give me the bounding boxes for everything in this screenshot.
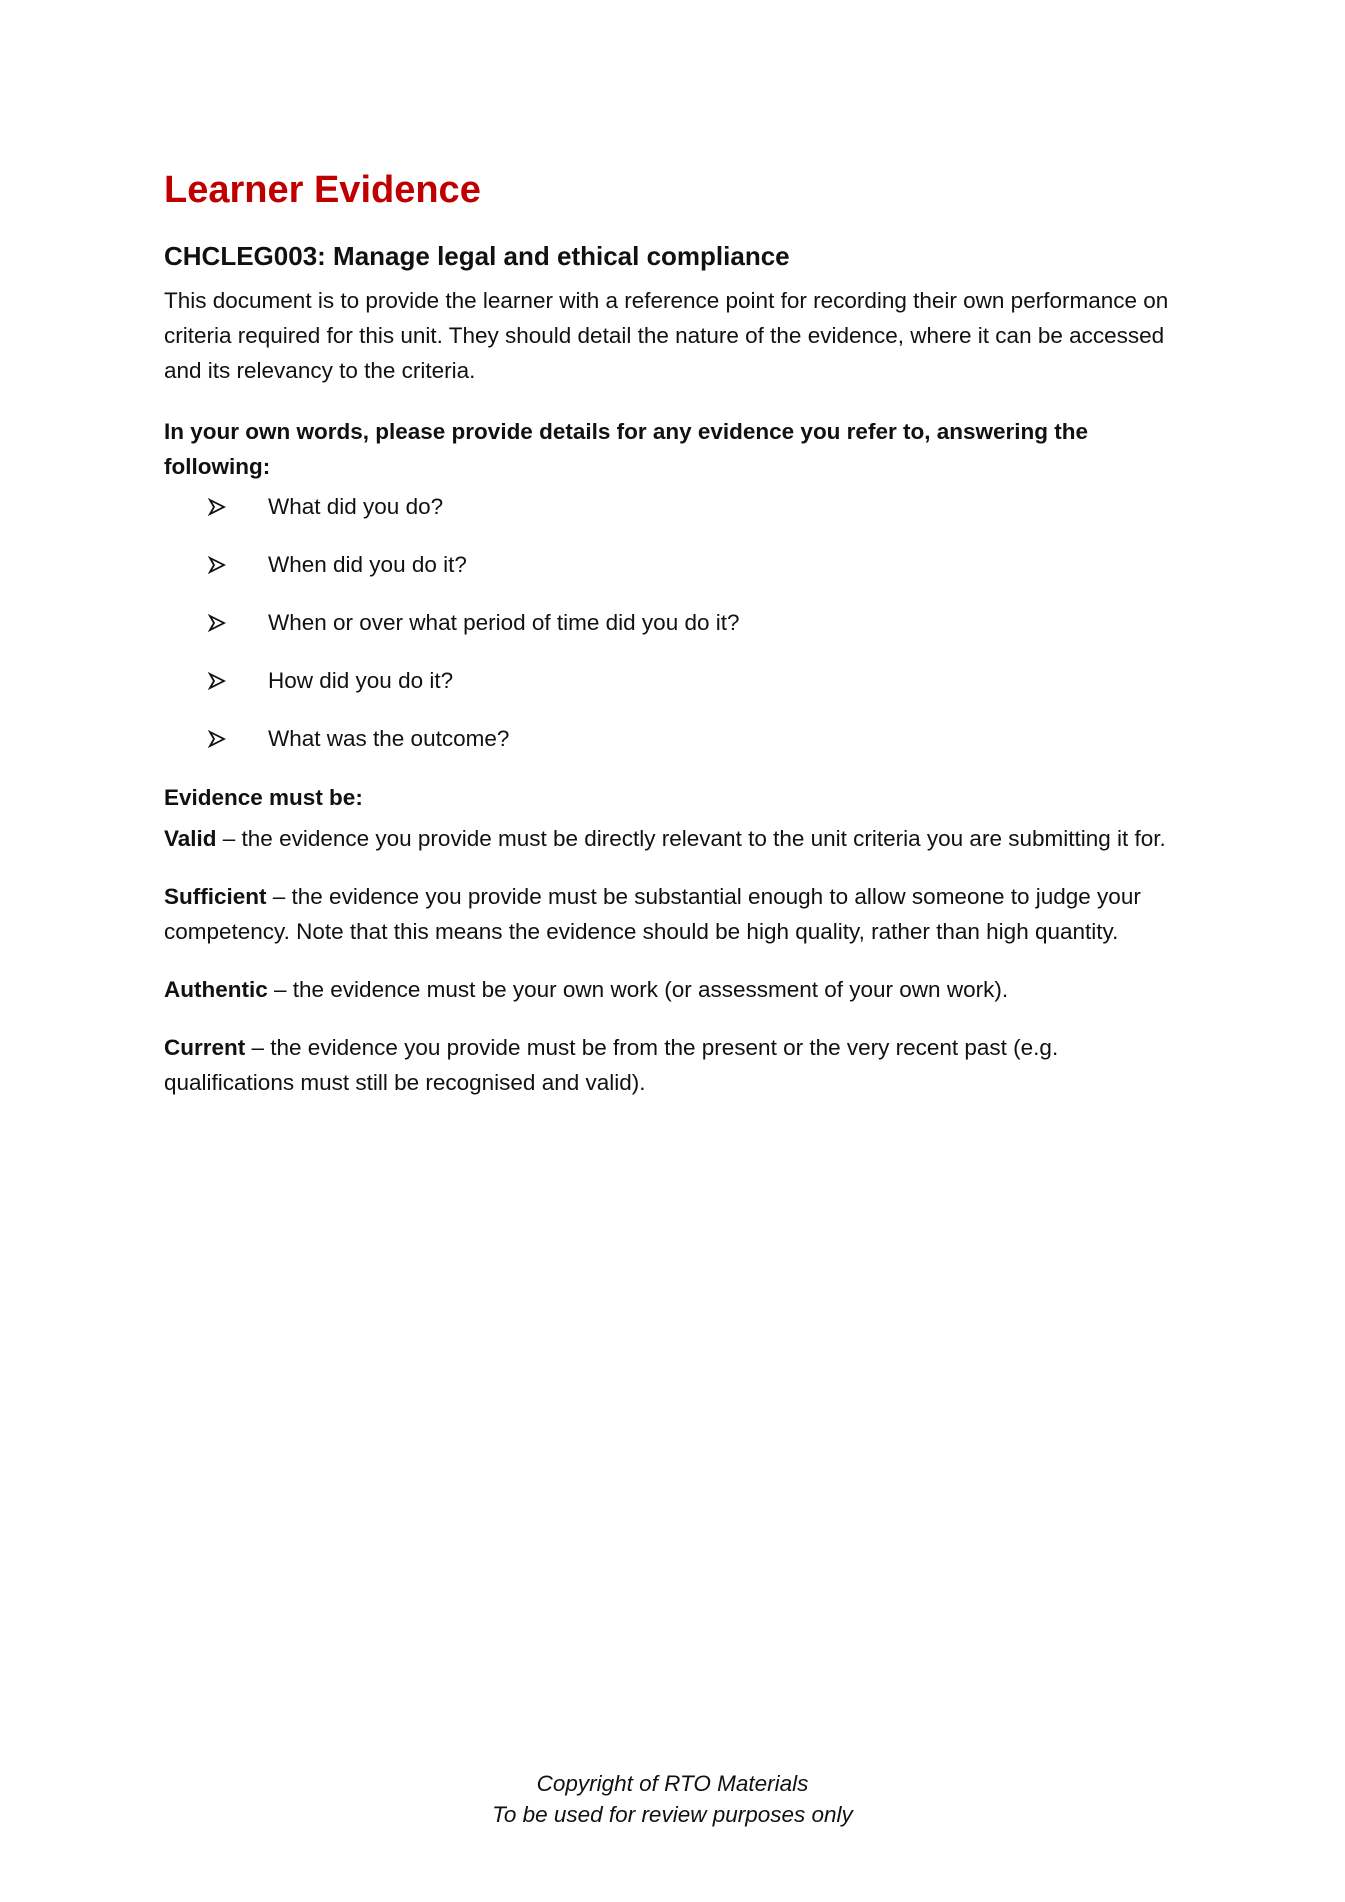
page-title: Learner Evidence bbox=[164, 169, 481, 211]
question-text: What did you do? bbox=[268, 494, 444, 519]
intro-paragraph: This document is to provide the learner with a reference point for recording their own performance on criteria required for this unit. They should detail the nature of the evidence, where it can be accessed and its relevancy to the criteria. bbox=[164, 288, 1169, 383]
question-item bbox=[206, 721, 1194, 756]
requirement-valid bbox=[164, 821, 1194, 856]
requirement-authentic bbox=[164, 972, 1194, 1007]
question-text: How did you do it? bbox=[268, 668, 454, 693]
requirement-sufficient bbox=[164, 879, 1194, 949]
question-item bbox=[206, 663, 1194, 698]
requirement-term: Valid bbox=[164, 826, 217, 851]
copyright-line: Copyright of RTO Materials bbox=[536, 1771, 809, 1796]
question-item bbox=[206, 489, 1194, 524]
question-text: What was the outcome? bbox=[268, 726, 510, 751]
evidence-prompt: In your own words, please provide details for any evidence you refer to, answering the following: bbox=[164, 419, 1088, 479]
page-footer bbox=[0, 1768, 1345, 1830]
question-text: When did you do it? bbox=[268, 552, 467, 577]
arrowhead-bullet-icon bbox=[206, 721, 228, 756]
question-item bbox=[206, 547, 1194, 582]
question-list bbox=[164, 489, 1194, 756]
review-purpose-line: To be used for review purposes only bbox=[492, 1802, 853, 1827]
unit-title: CHCLEG003: Manage legal and ethical compliance bbox=[164, 241, 790, 271]
requirement-term: Sufficient bbox=[164, 884, 267, 909]
requirement-description: – the evidence you provide must be directly relevant to the unit criteria you are submitting it for. bbox=[216, 826, 1166, 851]
arrowhead-bullet-icon bbox=[206, 663, 228, 698]
requirement-description: – the evidence you provide must be from the present or the very recent past (e.g. qualifications must still be recognised and valid). bbox=[164, 1035, 1059, 1095]
requirement-term: Authentic bbox=[164, 977, 268, 1002]
requirement-term: Current bbox=[164, 1035, 246, 1060]
requirement-description: – the evidence must be your own work (or assessment of your own work). bbox=[267, 977, 1009, 1002]
requirement-description: – the evidence you provide must be substantial enough to allow someone to judge your competency. Note that this means the evidence should be high quality, rather than high quantity. bbox=[164, 884, 1141, 944]
arrowhead-bullet-icon bbox=[206, 547, 228, 582]
requirements-heading: Evidence must be: bbox=[164, 785, 363, 810]
question-text: When or over what period of time did you do it? bbox=[268, 610, 740, 635]
arrowhead-bullet-icon bbox=[206, 489, 228, 524]
requirement-current bbox=[164, 1030, 1194, 1100]
document-content bbox=[164, 165, 1194, 1100]
question-item bbox=[206, 605, 1194, 640]
arrowhead-bullet-icon bbox=[206, 605, 228, 640]
